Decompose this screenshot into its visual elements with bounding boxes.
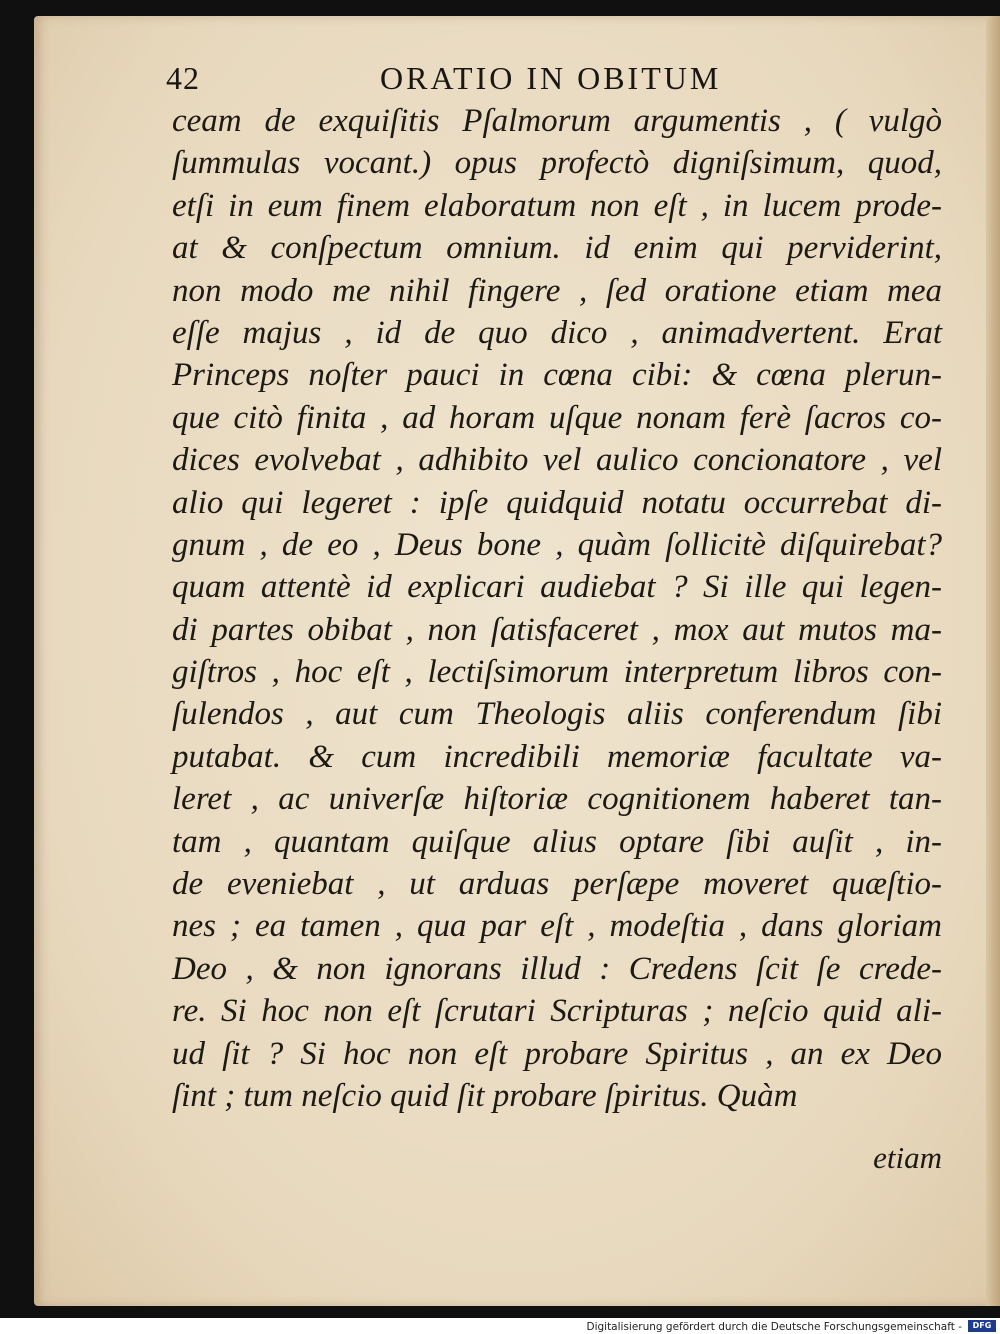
text-line: di partes obibat , non ſatisfaceret , mox aut mutos ma- [172, 611, 942, 648]
text-line: que citò finita , ad horam uſque nonam ferè ſacros co- [172, 399, 942, 436]
text-line: etſi in eum finem elaboratum non eſt , in lucem prode- [172, 187, 942, 224]
text-line: quam attentè id explicari audiebat ? Si ille qui legen- [172, 569, 942, 606]
text-line: ſummulas vocant.) opus profectò digniſsimum, quod, [172, 145, 942, 182]
text-line: non modo me nihil fingere , ſed oratione etiam mea [172, 272, 942, 309]
text-line: ceam de exquiſitis Pſalmorum argumentis , ( vulgò [172, 103, 942, 139]
digitization-footer [0, 1318, 1000, 1334]
page-edge [986, 16, 1000, 1306]
page-number: 42 [166, 60, 200, 96]
text-line: re. Si hoc non eſt ſcrutari Scripturas ; neſcio quid ali- [172, 993, 942, 1030]
funding-credit: Digitalisierung gefördert durch die Deutsche Forschungsgemeinschaft - [586, 1321, 962, 1333]
body-text [172, 100, 942, 1117]
text-line: gnum , de eo , Deus bone , quàm ſollicitè diſquirebat? [172, 526, 942, 563]
text-line: de eveniebat , ut arduas perſæpe moveret quæſtio- [172, 866, 942, 903]
text-line: nes ; ea tamen , qua par eſt , modeſtia , dans gloriam [172, 908, 942, 945]
text-line: alio qui legeret : ipſe quidquid notatu occurrebat di- [172, 484, 942, 521]
text-line: ſint ; tum neſcio quid ſit probare ſpiritus. Quàm [172, 1077, 798, 1114]
text-line: ſulendos , aut cum Theologis aliis conferendum ſibi [172, 696, 942, 733]
text-line: Deo , & non ignorans illud : Credens ſcit ſe crede- [172, 950, 942, 987]
dfg-logo-icon: DFG [968, 1320, 996, 1332]
text-line: Princeps noſter pauci in cœna cibi: & cœna plerun- [172, 357, 942, 394]
page-header [140, 60, 940, 100]
catchword: etiam [873, 1140, 942, 1175]
text-line: ud ſit ? Si hoc non eſt probare Spiritus , an ex Deo [172, 1035, 942, 1072]
text-line: giſtros , hoc eſt , lectiſsimorum interpretum libros con- [172, 654, 942, 691]
text-line: eſſe majus , id de quo dico , animadvertent. Erat [172, 314, 942, 351]
text-line: at & conſpectum omnium. id enim qui perviderint, [172, 230, 942, 267]
text-line: tam , quantam quiſque alius optare ſibi auſit , in- [172, 823, 942, 860]
running-title: ORATIO IN OBITUM [380, 60, 722, 96]
text-line: dices evolvebat , adhibito vel aulico concionatore , vel [172, 442, 942, 479]
text-line: leret , ac univerſæ hiſtoriæ cognitionem haberet tan- [172, 781, 942, 818]
text-line: putabat. & cum incredibili memoriæ facultate va- [172, 738, 942, 775]
